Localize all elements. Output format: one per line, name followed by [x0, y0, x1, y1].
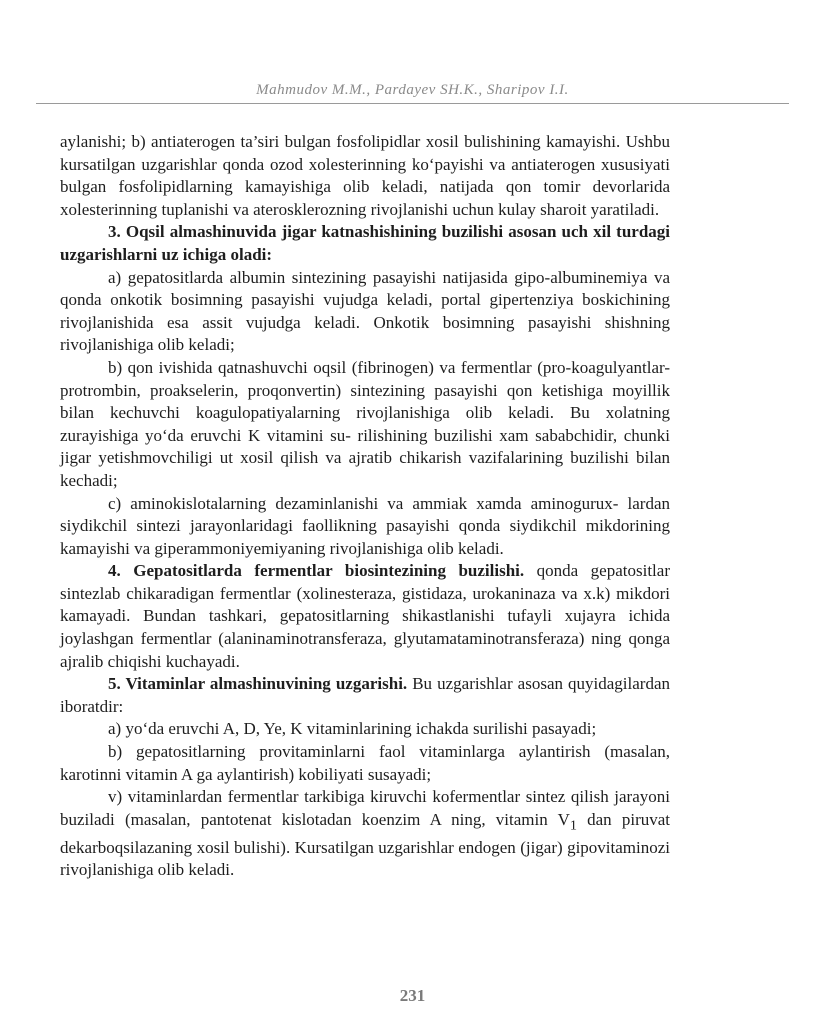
section-4-paragraph: [60, 560, 670, 673]
section-4-text: qonda gepatositlar sintezlab chikaradigan fermentlar (xolinesteraza, gistidaza, urokaninaza va x.k) mikdori kamayadi. Bundan tashkari, gepatositlarning shikastlanishi tufayli xujayra ichida joylashgan fermentlar (alaninaminotransferaza, glyutamataminotransferaza) ning qonga ajralib chiqishi kuchayadi.: [60, 561, 670, 671]
vitamin-subscript: 1: [569, 817, 577, 834]
section-5-item-v-text-1: v) vitaminlardan fermentlar tarkibiga kiruvchi kofermentlar sintez qilish jarayoni buziladi (masalan, pantotenat kislotadan koenzim A ning, vitamin V: [60, 787, 670, 829]
section-5-item-v-text-2: dan piruvat dekarboqsilazaning xosil bulishi). Kursatilgan uzgarishlar endogen (jigar) gipovitaminozi rivojlanishiga olib keladi.: [60, 809, 671, 880]
header-divider: [36, 103, 789, 104]
section-3-item-b: b) qon ivishida qatnashuvchi oqsil (fibrinogen) va fermentlar (pro-koagulyantlar-protrombin, proakselerin, proqonvertin) sintezining pasayishi qon ketishiga moyillik bilan kechuvchi koagulopatiyalarning rivojlanishiga olib keladi. Bu xolatning zurayishiga yo‘da eruvchi K vitamini su- rilishining buzilishi xam sababchidir, chunki jigar yetishmovchiligi ut xosil qilish va ajratib chikarish vazifalarining buzilishi bilan kechadi;: [60, 357, 670, 490]
section-3-heading-text: 3. Oqsil almashinuvida jigar katnashishining buzilishi asosan uch xil turdagi uzgarishlarni uz ichiga oladi:: [60, 222, 670, 264]
page-body: [60, 131, 670, 882]
running-header: Mahmudov M.M., Pardayev SH.K., Sharipov I.I.: [256, 82, 569, 98]
section-5-heading: 5. Vitaminlar almashinuvining uzgarishi.: [108, 674, 408, 694]
section-5-paragraph: [60, 673, 670, 718]
page-number: 231: [399, 986, 426, 1005]
section-5-text: Bu uzgarishlar asosan quyidagilardan iboratdir:: [60, 674, 670, 716]
section-5-item-a: a) yo‘da eruvchi A, D, Ye, K vitaminlarining ichakda surilishi pasayadi;: [108, 719, 597, 739]
section-4-heading: 4. Gepatositlarda fermentlar biosintezining buzilishi.: [108, 561, 525, 581]
section-3-item-a: a) gepatositlarda albumin sintezining pasayishi natijasida gipo-albuminemiya va qonda onkotik bosimning pasayishi vujudga keladi, portal gipertenziya boskichining rivojlanishida esa assit vujudga keladi. Onkotik bosimning pasayishi shishning rivojlanishiga olib keladi;: [60, 267, 670, 355]
paragraph-continuation: aylanishi; b) antiaterogen ta’siri bulgan fosfolipidlar xosil bulishining kamayishi. Ushbu kursatilgan uzgarishlar qonda ozod xolesterinning ko‘payishi va antiaterogen xususiyati bulgan fosfolipidlarning kamayishiga olib keladi, natijada qon tomir devorlarida xolesterinning tuplanishi va aterosklerozning rivojlanishi uchun kulay sharoit yaratiladi.: [60, 132, 670, 219]
section-3-heading: [60, 221, 670, 266]
section-5-item-v: [60, 786, 670, 882]
section-5-item-b: b) gepatositlarning provitaminlarni faol vitaminlarga aylantirish (masalan, karotinni vitamin A ga aylantirish) kobiliyati susayadi;: [60, 742, 670, 784]
section-3-item-c: c) aminokislotalarning dezaminlanishi va ammiak xamda aminogurux- lardan siydikchil sintezi jarayonlaridagi faollikning pasayishi qonda siydikchil mikdorining kamayishi va giperammoniyemiyaning rivojlanishiga olib keladi.: [60, 493, 670, 558]
